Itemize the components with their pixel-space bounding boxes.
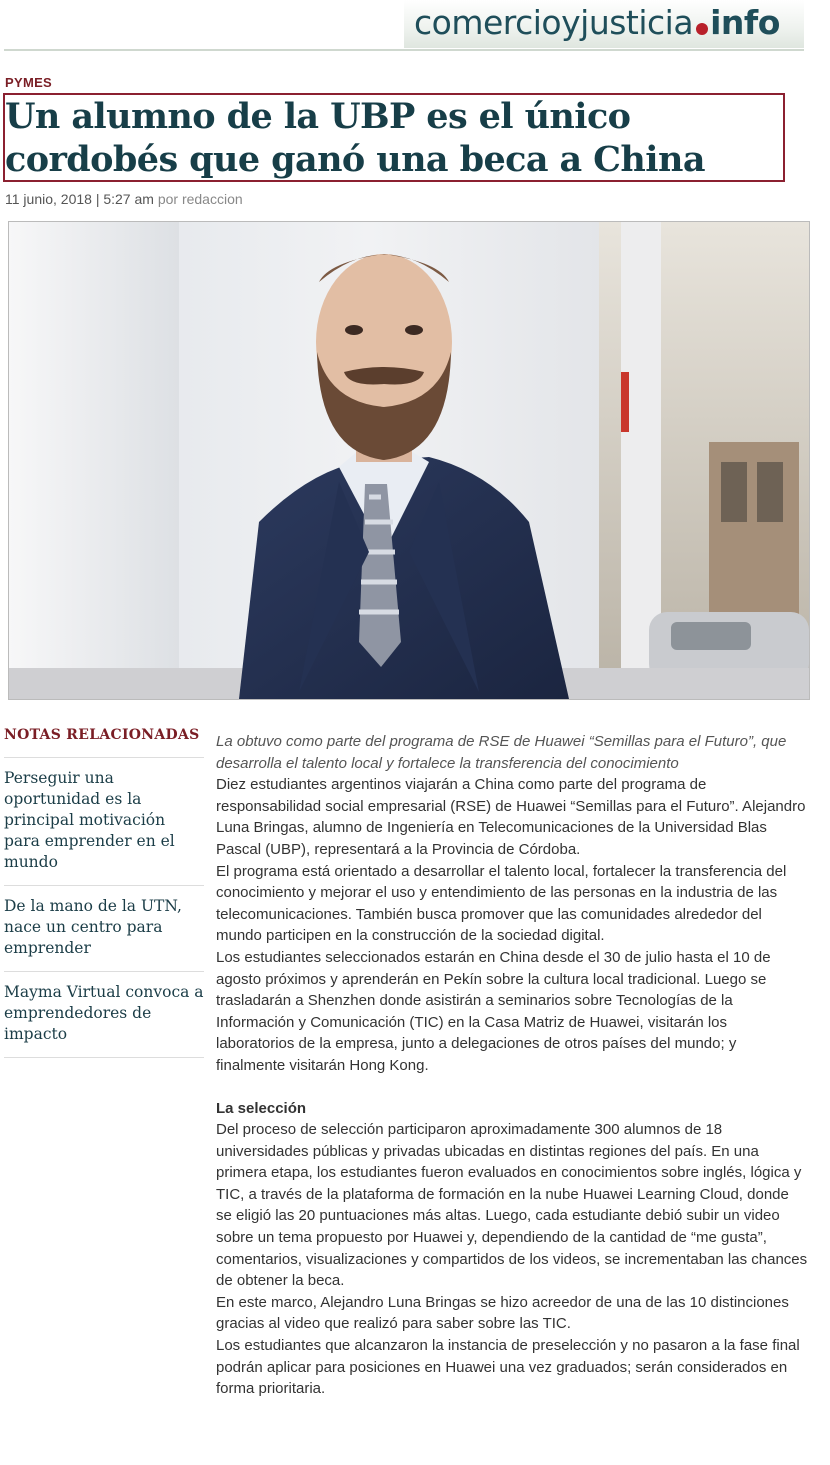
article-paragraph: Los estudiantes que alcanzaron la instancia de preselección y no pasaron a la fase final podrán aplicar para posiciones en Huawei una vez graduados; serán considerados en forma prioritaria. bbox=[216, 1337, 800, 1398]
article-lead: La obtuvo como parte del programa de RSE de Huawei “Semillas para el Futuro”, que desarrolla el talento local y fortalece la transferencia del conocimiento bbox=[216, 733, 787, 772]
related-note-link[interactable]: Mayma Virtual convoca a emprendedores de impacto bbox=[4, 972, 204, 1058]
header-divider bbox=[4, 49, 804, 51]
article-byline[interactable]: por redaccion bbox=[157, 191, 243, 207]
article-photo bbox=[8, 221, 810, 700]
related-notes-sidebar bbox=[4, 727, 204, 1058]
logo-main-text: comercioyjusticia bbox=[414, 3, 694, 42]
logo-tld-text: info bbox=[710, 3, 780, 42]
related-notes-heading: NOTAS RELACIONADAS bbox=[4, 727, 204, 758]
related-note-link[interactable]: Perseguir una oportunidad es la principal motivación para emprender en el mundo bbox=[4, 758, 204, 886]
article-date: 11 junio, 2018 | 5:27 am bbox=[5, 191, 154, 207]
logo-dot-icon bbox=[696, 23, 708, 35]
article-paragraph: El programa está orientado a desarrollar el talento local, fortalecer la transferencia del conocimiento y mejorar el uso y entendimiento de las personas en la industria de las telecomunicaciones. También busca promover que las comunidades alrededor del mundo participen en la construcción de la sociedad digital. bbox=[216, 862, 787, 945]
article-subheading: La selección bbox=[216, 1099, 307, 1117]
article-paragraph: Los estudiantes seleccionados estarán en China desde el 30 de julio hasta el 10 de agosto próximos y aprenderán en Pekín sobre la cultura local tradicional. Luego se trasladarán a Shenzhen donde asistirán a seminarios sobre Tecnologías de la Información y Comunicación (TIC) en la Casa Matriz de Huawei, visitarán los laboratorios de la empresa, junto a delegaciones de otros países del mundo; y finalmente visitarán Hong Kong. bbox=[216, 948, 771, 1074]
category-label[interactable]: PYMES bbox=[5, 75, 53, 90]
article-title: Un alumno de la UBP es el único cordobés que ganó una beca a China bbox=[5, 96, 705, 180]
site-logo[interactable] bbox=[414, 1, 780, 45]
related-note-link[interactable]: De la mano de la UTN, nace un centro para emprender bbox=[4, 886, 204, 972]
article-meta bbox=[5, 191, 243, 207]
site-header bbox=[0, 0, 830, 52]
article-paragraph: Del proceso de selección participaron aproximadamente 300 alumnos de 18 universidades públicas y privadas ubicadas en distintas regiones del país. En una primera etapa, los estudiantes fueron evaluados en conocimientos sobre inglés, lógica y TIC, a través de la plataforma de formación en la nube Huawei Learning Cloud, donde se eligió las 20 puntuaciones más altas. Luego, cada estudiante debió subir un video sobre un tema propuesto por Huawei y, dependiendo de la cantidad de “me gusta”, comentarios, visualizaciones y compartidos de los videos, se incrementaban las chances de obtener la beca. bbox=[216, 1121, 808, 1290]
portrait-image bbox=[9, 222, 809, 699]
article-paragraph: Diez estudiantes argentinos viajarán a China como parte del programa de responsabilidad social empresarial (RSE) de Huawei “Semillas para el Futuro”. Alejandro Luna Bringas, alumno de Ingeniería en Telecomunicaciones de la Universidad Blas Pascal (UBP), representará a la Provincia de Córdoba. bbox=[216, 776, 806, 858]
article-paragraph: En este marco, Alejandro Luna Bringas se hizo acreedor de una de las 10 distinciones gracias al video que realizó para saber sobre las TIC. bbox=[216, 1293, 789, 1333]
article-body bbox=[216, 731, 808, 1400]
